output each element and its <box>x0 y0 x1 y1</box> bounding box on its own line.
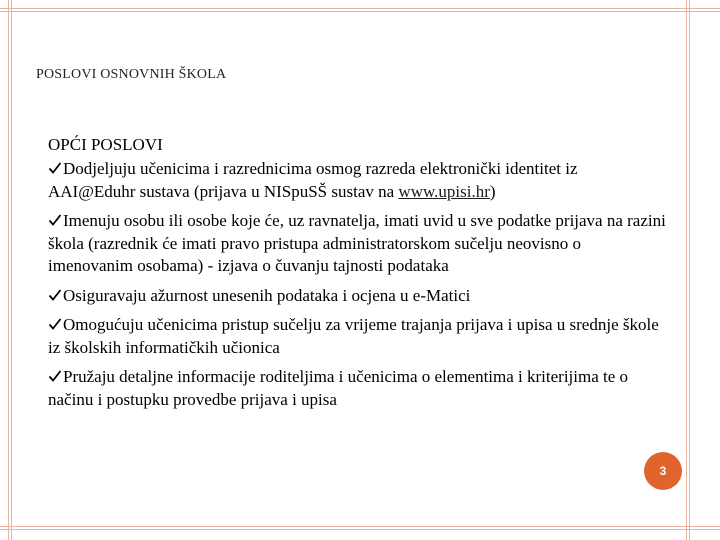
check-icon <box>48 210 63 233</box>
check-icon <box>48 158 63 181</box>
upisi-link[interactable]: www.upisi.hr <box>398 181 490 201</box>
frame-right-line <box>686 0 690 540</box>
bullet-item-text: Pružaju detaljne informacije roditeljima i učenicima o elementima i kriterijima te o načinu i postupku provedbe prijava i upisa <box>48 367 629 409</box>
frame-bottom-line <box>0 526 720 530</box>
bullet-item-text-end: ) <box>489 181 496 201</box>
slide-title: POSLOVI OSNOVNIH ŠKOLA <box>36 67 227 82</box>
bullet-item-5 <box>48 366 668 411</box>
check-icon <box>48 366 63 389</box>
bullet-item-3 <box>48 285 668 308</box>
frame-top-line <box>0 8 720 12</box>
slide-content <box>48 134 668 418</box>
bullet-item-text: Imenuju osobu ili osobe koje će, uz ravnatelja, imati uvid u sve podatke prijava na razini škola (razrednik će imati pravo pristupa administratorskom sučelju neovisno o imenovanim osobama) - izjava o čuvanju tajnosti podataka <box>48 211 666 275</box>
bullet-item-4 <box>48 314 668 359</box>
bullet-item-text: Dodjeljuju učenicima i razrednicima osmog razreda elektronički identitet iz AAI@Eduhr sustava (prijava u NISpuSŠ sustav na <box>48 159 578 201</box>
check-icon <box>48 285 63 308</box>
bullet-item-2 <box>48 210 668 278</box>
bullet-item-text: Osiguravaju ažurnost unesenih podataka i ocjena u e-Matici <box>63 285 471 305</box>
bullet-item-1 <box>48 158 668 203</box>
bullet-item-text: Omogućuju učenicima pristup sučelju za vrijeme trajanja prijava i upisa u srednje škole iz školskih informatičkih učionica <box>48 315 659 357</box>
frame-left-line <box>8 0 12 540</box>
section-heading: OPĆI POSLOVI <box>48 135 163 154</box>
check-icon <box>48 314 63 337</box>
page-number-badge: 3 <box>644 452 682 490</box>
